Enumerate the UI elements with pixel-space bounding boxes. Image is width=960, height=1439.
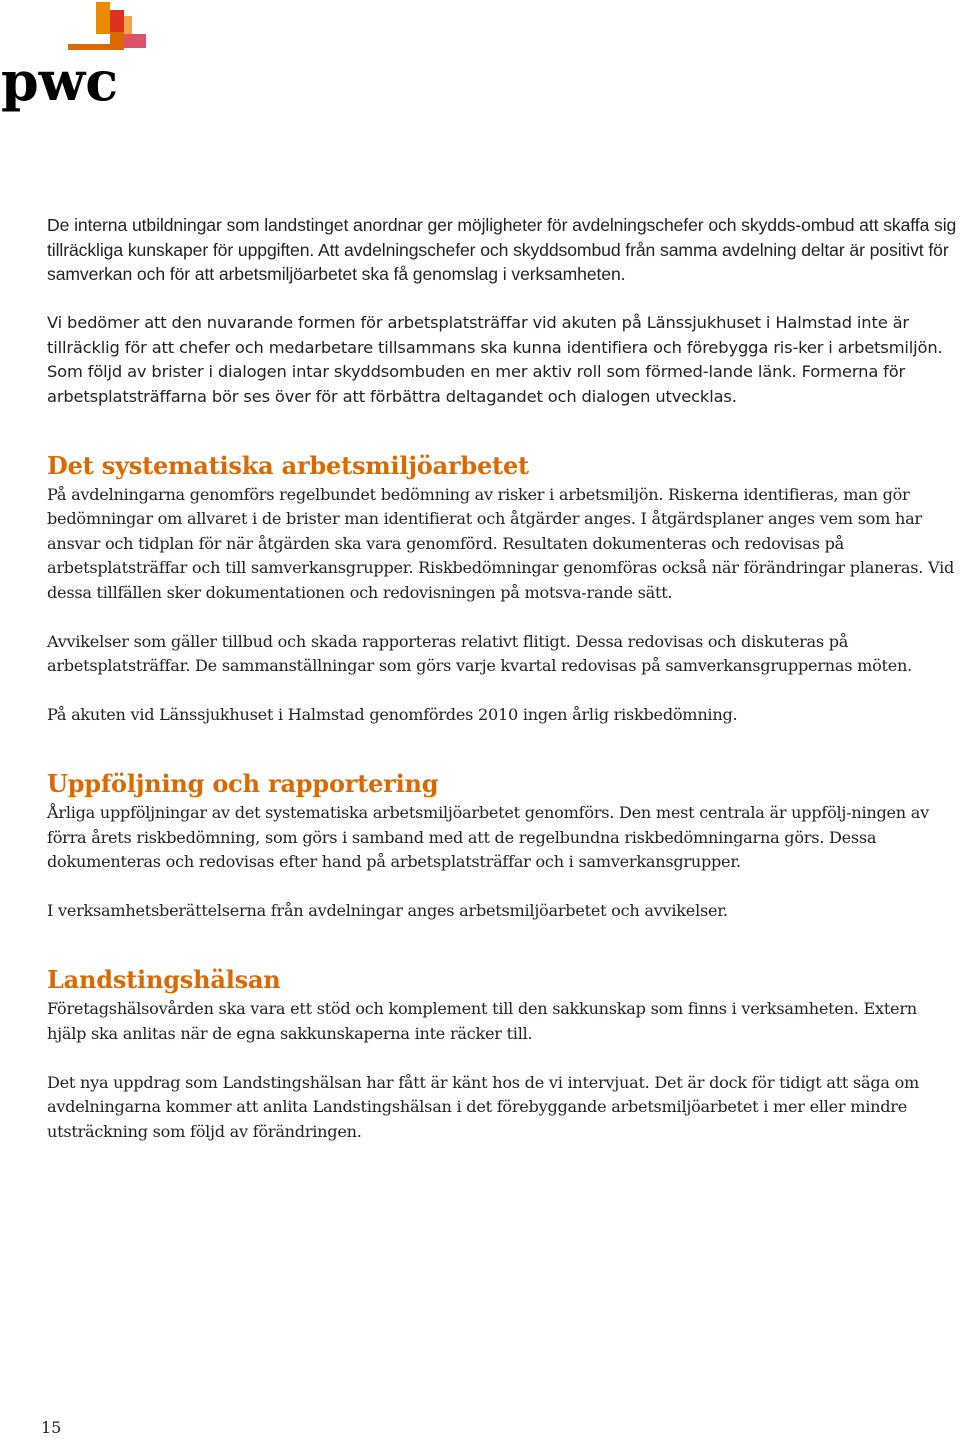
logo-block-gold [96, 2, 110, 34]
intro-paragraph-2: Vi bedömer att den nuvarande formen för arbetsplatsträffar vid akuten på Länssjukhuset i Halmstad inte är tillräcklig för att chefer och medarbetare tillsammans ska kunna identifiera och förebygga ris-ker i arbetsmiljön. Som följd av brister i dialogen intar skyddsombuden en mer aktiv roll som förmed-lande länk. Formerna för arbetsplatsträffarna bör ses över för att förbättra deltagandet och dialogen utvecklas. [47, 313, 943, 406]
page-number: 15 [41, 1418, 62, 1437]
logo-block-red [110, 10, 124, 32]
section-1-paragraph-2: Avvikelser som gäller tillbud och skada rapporteras relativt flitigt. Dessa redovisas och diskuteras på arbetsplatsträffar. De sammanställningar som görs varje kvartal redovisas på samverkansgruppernas möten. [47, 631, 912, 675]
logo-block-light [124, 16, 132, 34]
section-3-paragraph-2: Det nya uppdrag som Landstingshälsan har fått är känt hos de vi intervjuat. Det är dock för tidigt att säga om avdelningarna kommer att anlita Landstingshälsan i det förebyggande arbetsmiljöarbetet i mer eller mindre utsträckning som följd av förändringen. [47, 1072, 920, 1141]
section-3-paragraph-1: Företagshälsovården ska vara ett stöd och komplement till den sakkunskap som finns i verksamheten. Extern hjälp ska anlitas när de egna sakkunskaperna inte räcker till. [47, 999, 917, 1043]
pwc-logo-graphic [0, 0, 150, 120]
section-2-paragraph-1: Årliga uppföljningar av det systematiska arbetsmiljöarbetet genomförs. Den mest centrala är uppfölj-ningen av förra årets riskbedömning, som görs i samband med att de regelbundna riskbedömningarna görs. Dessa dokumenteras och redovisas efter hand på arbetsplatsträffar och i samverkansgrupper. [47, 803, 929, 871]
logo-block-rose [124, 34, 146, 48]
document-body [47, 213, 957, 1169]
section-heading-uppfoljning: Uppföljning och rapportering [47, 769, 439, 798]
logo-wordmark: pwc [1, 49, 119, 113]
intro-paragraph-1: De interna utbildningar som landstinget anordnar ger möjligheter för avdelningschefer och skydds-ombud att skaffa sig tillräckliga kunskaper för uppgiften. Att avdelningschefer och skyddsombud från samma avdelning deltar är positivt för samverkan och för att arbetsmiljöarbetet ska få genomslag i verksamheten. [47, 215, 957, 284]
section-1-paragraph-3: På akuten vid Länssjukhuset i Halmstad genomfördes 2010 ingen årlig riskbedömning. [47, 705, 738, 724]
pwc-logo [0, 0, 150, 120]
section-heading-landstingshalsan: Landstingshälsan [47, 965, 281, 994]
section-heading-systematiska: Det systematiska arbetsmiljöarbetet [47, 450, 529, 480]
section-1-paragraph-1: På avdelningarna genomförs regelbundet bedömning av risker i arbetsmiljön. Riskerna identifieras, man gör bedömningar om allvaret i de brister man identifierat och åtgärder anges. I åtgärdsplaner anges vem som har ansvar och tidplan för när åtgärden ska vara genomförd. Resultaten dokumenteras och redovisas på arbetsplatsträffar och till samverkansgrupper. Riskbedömningar genomföras också när förändringar planeras. Vid dessa tillfällen sker dokumentationen och redovisningen på motsva-rande sätt. [47, 484, 955, 602]
section-2-paragraph-2: I verksamhetsberättelserna från avdelningar anges arbetsmiljöarbetet och avvikelser. [47, 901, 728, 920]
